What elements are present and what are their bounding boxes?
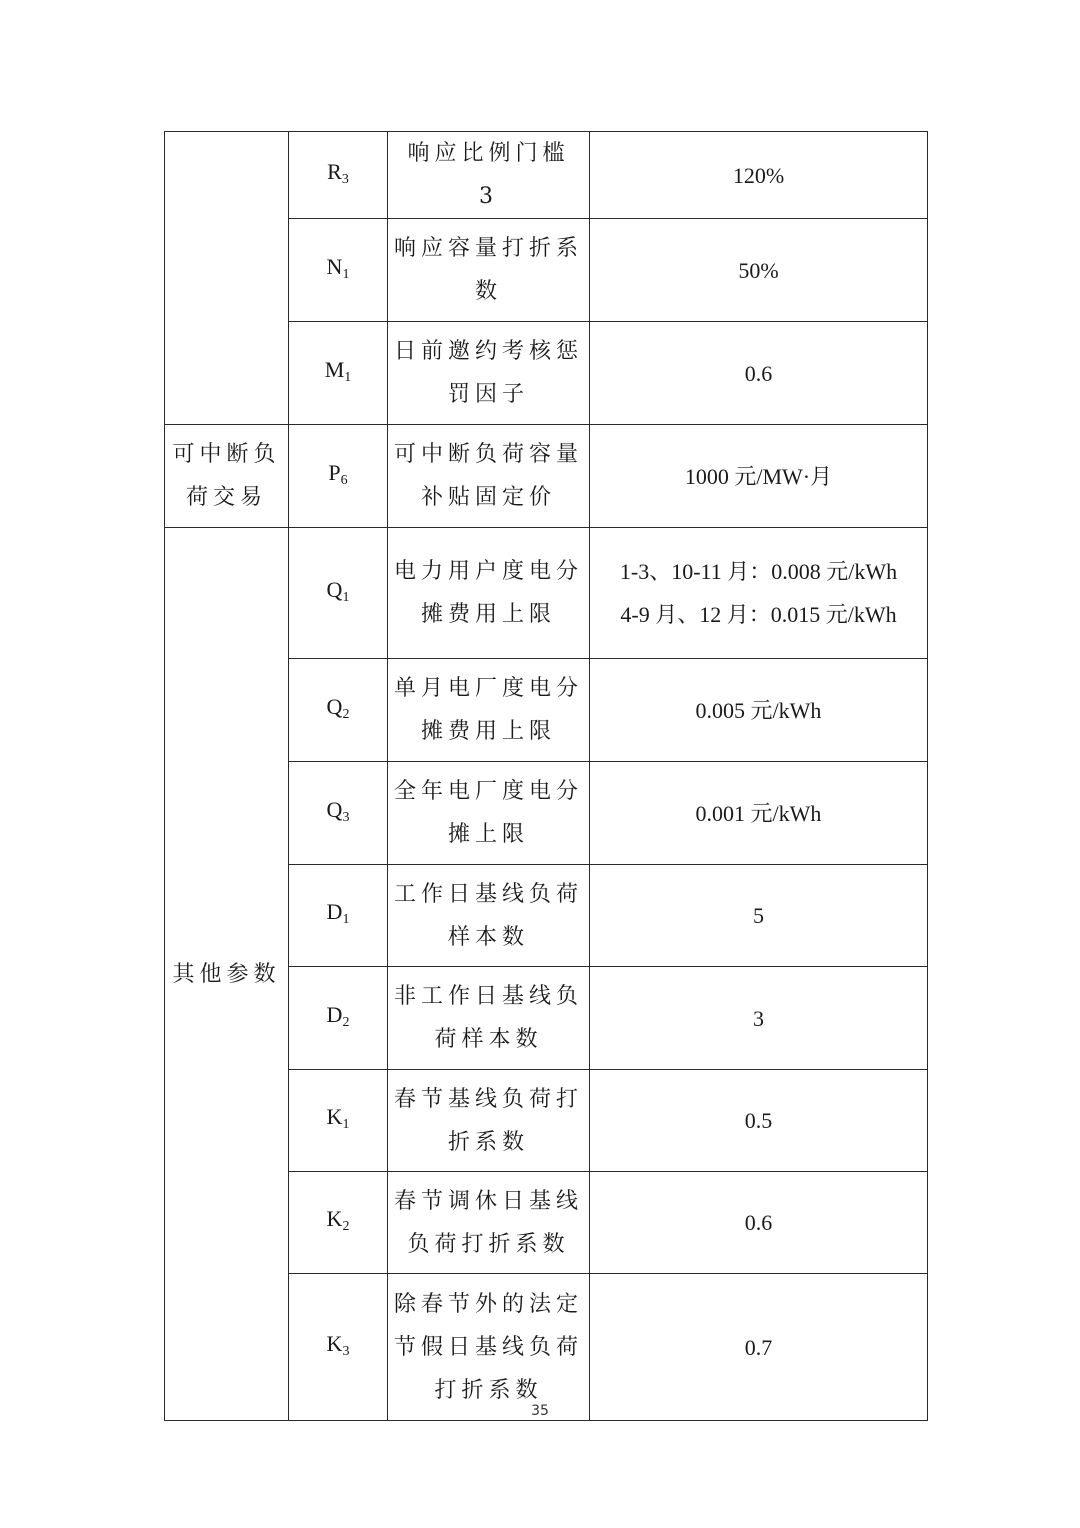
symbol-cell: D2 (289, 967, 388, 1070)
value-cell: 0.5 (590, 1070, 928, 1172)
symbol-cell: K2 (289, 1172, 388, 1274)
symbol-cell: D1 (289, 865, 388, 967)
name-cell: 春节基线负荷打 折系数 (388, 1070, 590, 1172)
name-cell: 工作日基线负荷 样本数 (388, 865, 590, 967)
symbol-cell: K1 (289, 1070, 388, 1172)
category-cell-empty (165, 132, 289, 425)
value-cell: 0.6 (590, 1172, 928, 1274)
symbol-cell: Q1 (289, 528, 388, 659)
symbol-cell: Q2 (289, 659, 388, 762)
symbol-cell: P6 (289, 425, 388, 528)
value-cell: 5 (590, 865, 928, 967)
name-cell: 全年电厂度电分 摊上限 (388, 762, 590, 865)
value-cell: 0.7 (590, 1274, 928, 1421)
name-cell: 响应容量打折系 数 (388, 219, 590, 322)
name-cell: 春节调休日基线 负荷打折系数 (388, 1172, 590, 1274)
symbol-cell: M1 (289, 322, 388, 425)
name-cell: 除春节外的法定 节假日基线负荷 打折系数 (388, 1274, 590, 1421)
symbol-cell: K3 (289, 1274, 388, 1421)
symbol-cell: Q3 (289, 762, 388, 865)
name-cell: 响应比例门槛 3 (388, 132, 590, 219)
value-cell: 50% (590, 219, 928, 322)
symbol-cell: R3 (289, 132, 388, 219)
category-cell: 可中断负 荷交易 (165, 425, 289, 528)
name-cell: 单月电厂度电分 摊费用上限 (388, 659, 590, 762)
table-row (165, 528, 928, 659)
value-cell: 0.6 (590, 322, 928, 425)
parameter-table (164, 131, 928, 1421)
table-row (165, 425, 928, 528)
symbol-cell: N1 (289, 219, 388, 322)
page-number: 35 (531, 1403, 549, 1419)
category-cell: 其他参数 (165, 528, 289, 1421)
value-cell: 3 (590, 967, 928, 1070)
value-cell: 0.005 元/kWh (590, 659, 928, 762)
value-cell: 120% (590, 132, 928, 219)
name-cell: 日前邀约考核惩 罚因子 (388, 322, 590, 425)
value-cell: 1000 元/MW·月 (590, 425, 928, 528)
value-cell: 0.001 元/kWh (590, 762, 928, 865)
value-cell: 1-3、10-11 月：0.008 元/kWh 4-9 月、12 月：0.015 元/kWh (590, 528, 928, 659)
name-cell: 可中断负荷容量 补贴固定价 (388, 425, 590, 528)
name-cell: 电力用户度电分 摊费用上限 (388, 528, 590, 659)
name-cell: 非工作日基线负 荷样本数 (388, 967, 590, 1070)
table-row (165, 132, 928, 219)
